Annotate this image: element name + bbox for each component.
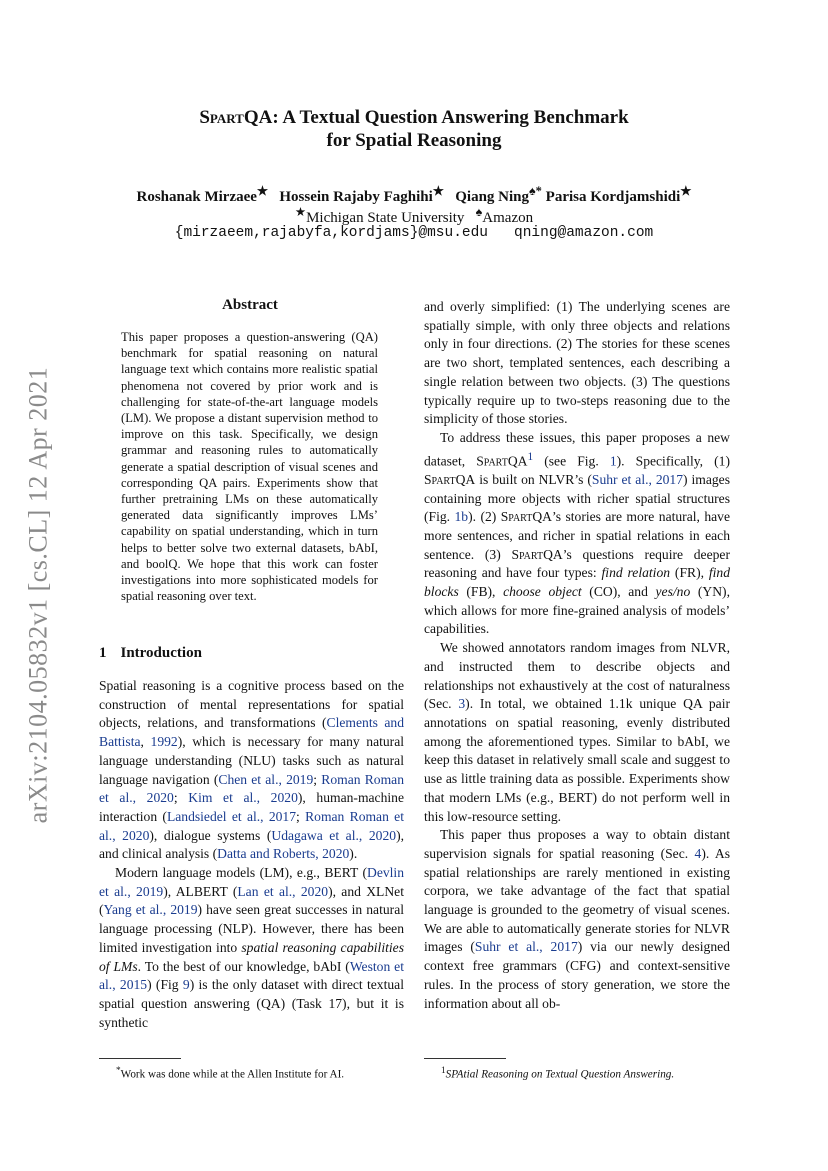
right-column <box>424 298 730 1013</box>
body-paragraph-continued: and overly simplified: (1) The underlying scenes are spatially simple, with only three objects and relations only in four directions. (2) The stories for these scenes are two short, templated sentences, each describing a single relation between two objects. (3) The questions typically require up to two-steps reasoning due to the simplicity of those stories. <box>424 299 730 427</box>
citation-link[interactable]: Suhr et al., 2017 <box>474 939 578 955</box>
star-mark: ★ <box>432 184 444 198</box>
author-name: Hossein Rajaby Faghihi <box>279 189 433 205</box>
section-title: Introduction <box>120 645 202 661</box>
author-name: Parisa Kordjamshidi <box>545 189 681 205</box>
star-mark: ★ <box>294 205 307 219</box>
author-name: Roshanak Mirzaee <box>136 189 257 205</box>
spade-mark: ♠ <box>475 205 483 219</box>
body-paragraph-dataset: To address these issues, this paper proposes a new dataset, SpartQA$^1$ (see Fig. 1). Specifically, (1) SpartQA is built on NLVR’s (Suhr et al., 2017) images containing more objects with richer spatial structures (Fig. 1b). (2) SpartQA’s stories are more natural, have more sentences, and richer in spatial relations in each sentence. (3) SpartQA’s questions require deeper reasoning and have four types: find relation (FR), find blocks (FB), choose object (CO), and yes/no (YN), which allows for more fine-grained analysis of models’ capabilities. <box>424 429 731 637</box>
dataset-name: SpartQA <box>424 471 476 487</box>
citation-link[interactable]: Clements and Battista <box>99 715 404 750</box>
footnote-left <box>116 1064 344 1082</box>
section-heading-introduction <box>99 645 202 662</box>
citation-link[interactable]: Devlin et al., 2019 <box>99 865 404 899</box>
citation-link[interactable]: Datta and Roberts, 2020 <box>217 846 350 862</box>
abstract-text: This paper proposes a question-answering (QA) benchmark for spatial reasoning on natural language text which contains more realistic spatial phenomena not covered by prior work and is challenging for state-of-the-art language models (LM). We propose a distant supervision method to improve on this task. Specifically, we design grammar and reasoning rules to automatically generate a spatial description of visual scenes and corresponding QA pairs. Experiments show that further pretraining LMs on these automatically generated data significantly improves LMs’ capability on spatial understanding, which in turn helps to better solve two external datasets, bAbI, and boolQ. We hope that this work can foster investigations into more sophisticated models for spatial reasoning over text. <box>121 330 378 604</box>
dataset-name: SpartQA <box>511 546 563 562</box>
affiliation-amazon: Amazon <box>482 210 534 226</box>
footnote-text: SPAtial Reasoning on Textual Question Answering. <box>445 1068 675 1081</box>
spade-mark: ♠ <box>529 184 536 198</box>
citation-link[interactable]: Yang et al., 2019 <box>103 902 198 918</box>
arxiv-identifier-stamp <box>8 330 68 860</box>
section-ref-link[interactable]: 4 <box>694 845 702 861</box>
intro-paragraph-2: Modern language models (LM), e.g., BERT (Devlin et al., 2019), ALBERT (Lan et al., 2020), and XLNet (Yang et al., 2019) have seen great successes in natural language processing (NLP). However, there has been limited investigation into spatial reasoning capabilities of LMs. To the best of our knowledge, bAbI (Weston et al., 2015) (Fig 9) is the only dataset with direct textual spatial question answering (QA) (Task 17), but it is synthetic <box>99 865 404 1030</box>
emphasis: choose object <box>503 584 582 600</box>
figure-ref-link[interactable]: 1 <box>609 453 617 469</box>
title-line-1 <box>0 106 828 129</box>
footnote-mark: * <box>116 1066 121 1076</box>
citation-link[interactable]: Roman Roman et al., 2020 <box>99 771 404 806</box>
paper-title <box>0 106 828 152</box>
citation-link[interactable]: Roman Roman et al., 2020 <box>99 808 404 843</box>
email-msu[interactable]: {mirzaeem,rajabyfa,kordjams}@msu.edu <box>174 225 489 241</box>
emphasis: find blocks <box>424 565 730 600</box>
emphasis: spatial reasoning capabilities of LMs <box>99 939 404 974</box>
title-dataset-name: SpartQA <box>199 107 273 128</box>
footnote-right <box>441 1064 674 1082</box>
figure-ref-link[interactable]: 9 <box>182 977 190 993</box>
title-line-2: for Spatial Reasoning <box>326 130 502 151</box>
footnote-rule <box>424 1058 506 1059</box>
body-paragraph-annotation: We showed annotators random images from NLVR, and instructed them to describe objects and relationships not exhaustively at the cost of naturalness (Sec. 3). In total, we obtained 1.1k unique QA pair annotations on spatial reasoning, evenly distributed among the aforementioned types. Similar to bAbI, we keep this dataset in relatively small scale and suggest to use as little training data as possible. Experiments show that modern LMs (e.g., BERT) do not perform well in this low-resource setting. <box>424 640 730 824</box>
footnote-text: Work was done while at the Allen Institute for AI. <box>120 1068 345 1081</box>
dataset-name: SpartQA <box>500 509 552 525</box>
citation-link[interactable]: 1992 <box>150 734 178 750</box>
email-amazon[interactable]: qning@amazon.com <box>514 225 654 241</box>
asterisk-mark: * <box>535 184 542 198</box>
emphasis: find relation <box>601 565 671 581</box>
dataset-name: SpartQA <box>476 453 528 469</box>
affiliation-msu: Michigan State University <box>306 210 465 226</box>
section-number: 1 <box>99 645 107 661</box>
emphasis: yes/no <box>655 584 691 600</box>
abstract-heading: Abstract <box>222 297 278 313</box>
star-mark: ★ <box>680 184 692 198</box>
citation-link[interactable]: Lan et al., 2020 <box>237 883 329 899</box>
citation-link[interactable]: Suhr et al., 2017 <box>591 471 684 487</box>
author-emails <box>0 224 828 242</box>
author-name: Qiang Ning <box>455 189 530 205</box>
title-line-1-rest: : A Textual Question Answering Benchmark <box>272 107 629 128</box>
citation-link[interactable]: Chen et al., 2019 <box>218 771 314 787</box>
footnote-mark: 1 <box>441 1066 446 1076</box>
star-mark: ★ <box>256 184 269 198</box>
arxiv-id-text: arXiv:2104.05832v1 [cs.CL] 12 Apr 2021 <box>23 366 52 824</box>
footnote-marker[interactable]: 1 <box>527 450 534 463</box>
left-column <box>99 677 404 1032</box>
citation-link[interactable]: Landsiedel et al., 2017 <box>166 808 297 824</box>
citation-link[interactable]: Kim et al., 2020 <box>188 790 298 806</box>
citation-link[interactable]: Weston et al., 2015 <box>99 958 404 993</box>
figure-ref-link[interactable]: 1b <box>454 509 469 525</box>
footnote-rule <box>99 1058 181 1059</box>
intro-paragraph-1: Spatial reasoning is a cognitive process based on the construction of mental representations for spatial objects, relations, and transformations (Clements and Battista, 1992), which is necessary for many natural language understanding (NLU) tasks such as natural language navigation (Chen et al., 2019; Roman Roman et al., 2020; Kim et al., 2020), human-machine interaction (Landsiedel et al., 2017; Roman Roman et al., 2020), dialogue systems (Udagawa et al., 2020), and clinical analysis (Datta and Roberts, 2020). <box>99 678 405 862</box>
section-ref-link[interactable]: 3 <box>458 696 466 712</box>
citation-link[interactable]: Udagawa et al., 2020 <box>271 827 397 843</box>
body-paragraph-distant-supervision: This paper thus proposes a way to obtain distant supervision signals for spatial reasoning (Sec. 4). As spatial relationships are rarely mentioned in existing corpora, we take advantage of the fact that spatial language is grounded to the geometry of visual scenes. We are able to automatically generate stories for NLVR images (Suhr et al., 2017) via our newly designed context free grammars (CFG) and context-sensitive rules. In the process of story generation, we store the information about all ob- <box>424 827 730 1011</box>
